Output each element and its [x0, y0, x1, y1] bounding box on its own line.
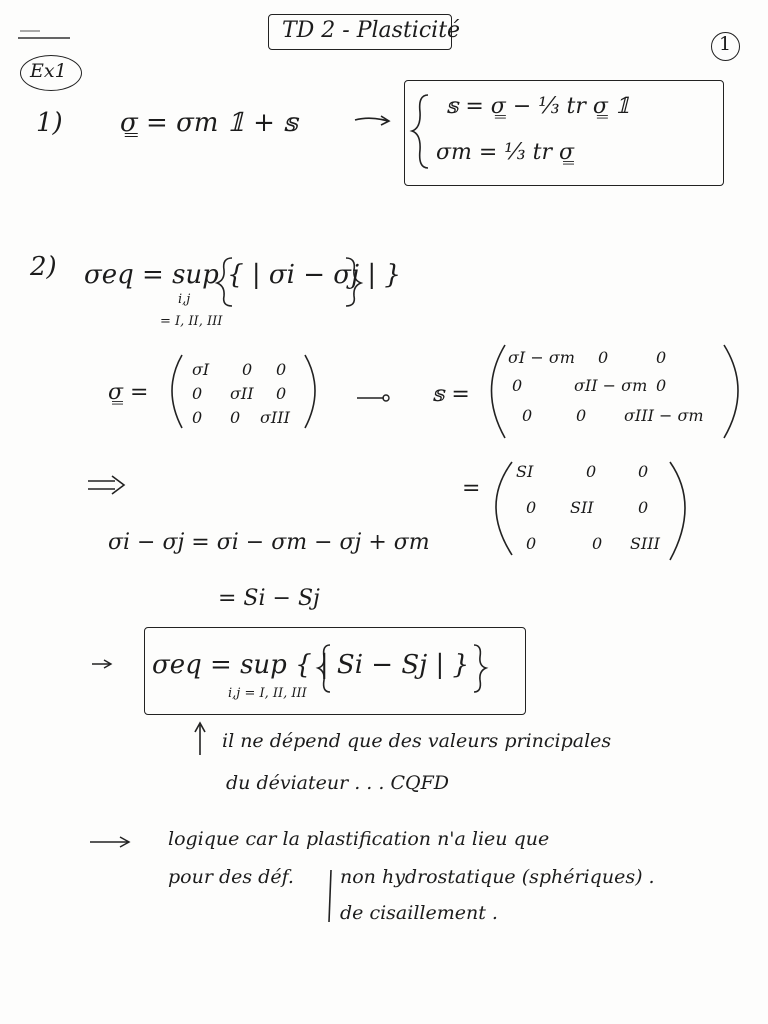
matrix-cell: σII − σm: [574, 376, 648, 395]
matrix-cell: 0: [586, 462, 597, 481]
matrix-cell: SI: [516, 462, 534, 481]
deviator-matrix-principal: [512, 462, 674, 558]
matrix-cell: 0: [656, 376, 667, 395]
q2-result: σeq = sup { | Si − Sj | }: [152, 650, 470, 680]
matrix-cell: σII: [230, 384, 254, 403]
matrix-cell: SIII: [630, 534, 660, 553]
exercise-label: Ex1: [30, 60, 67, 82]
difference-line: σi − σj = σi − σm − σj + σm: [108, 530, 430, 555]
page-number: 1: [719, 33, 732, 55]
sigma-label: σ̳ =: [108, 380, 149, 405]
matrix-cell: 0: [512, 376, 523, 395]
q2-result-subscript: i,j = I, II, III: [228, 686, 307, 701]
logic-line-2a: pour des déf.: [168, 866, 294, 888]
matrix-cell: 0: [598, 348, 609, 367]
q1-number: 1): [36, 108, 63, 138]
matrix-cell: σI − σm: [508, 348, 575, 367]
matrix-cell: 0: [230, 408, 241, 427]
equals-sign: =: [462, 476, 481, 501]
sup-subscript: i,j: [178, 292, 191, 307]
q1-box-line1: 𝕤 = σ̳ − ⅓ tr σ̳ 𝟙: [446, 94, 631, 119]
logic-line-3: de cisaillement .: [340, 902, 498, 924]
matrix-cell: 0: [276, 384, 287, 403]
matrix-cell: 0: [638, 462, 649, 481]
matrix-cell: 0: [192, 384, 203, 403]
matrix-cell: 0: [638, 498, 649, 517]
note-line-1: il ne dépend que des valeurs principales: [222, 730, 612, 752]
matrix-cell: σIII: [260, 408, 290, 427]
matrix-cell: 0: [526, 534, 537, 553]
note-line-2: du déviateur . . . CQFD: [226, 772, 449, 794]
matrix-cell: 0: [576, 406, 587, 425]
seq-definition: σeq = sup { | σi − σj | }: [84, 260, 401, 290]
page-title: TD 2 - Plasticité: [282, 18, 461, 43]
deviator-label: 𝕤 =: [432, 382, 470, 407]
matrix-cell: 0: [276, 360, 287, 379]
matrix-cell: 0: [656, 348, 667, 367]
logic-line-1: logique car la plastification n'a lieu que: [168, 828, 550, 850]
matrix-cell: 0: [192, 408, 203, 427]
q1-box-line2: σm = ⅓ tr σ̳: [436, 140, 574, 165]
sigma-matrix: [190, 360, 300, 430]
sup-range: = I, II, III: [160, 314, 223, 329]
matrix-cell: σIII − σm: [624, 406, 704, 425]
q2-number: 2): [30, 252, 57, 282]
matrix-cell: σI: [192, 360, 210, 379]
logic-line-2b: non hydrostatique (sphériques) .: [340, 866, 655, 888]
deviator-matrix: [508, 348, 724, 434]
matrix-cell: 0: [522, 406, 533, 425]
matrix-cell: 0: [242, 360, 253, 379]
matrix-cell: 0: [526, 498, 537, 517]
matrix-cell: 0: [592, 534, 603, 553]
q1-equation: σ̳ = σm 𝟙 + 𝕤: [120, 108, 298, 138]
matrix-cell: SII: [570, 498, 594, 517]
difference-result: = Si − Sj: [218, 586, 320, 611]
